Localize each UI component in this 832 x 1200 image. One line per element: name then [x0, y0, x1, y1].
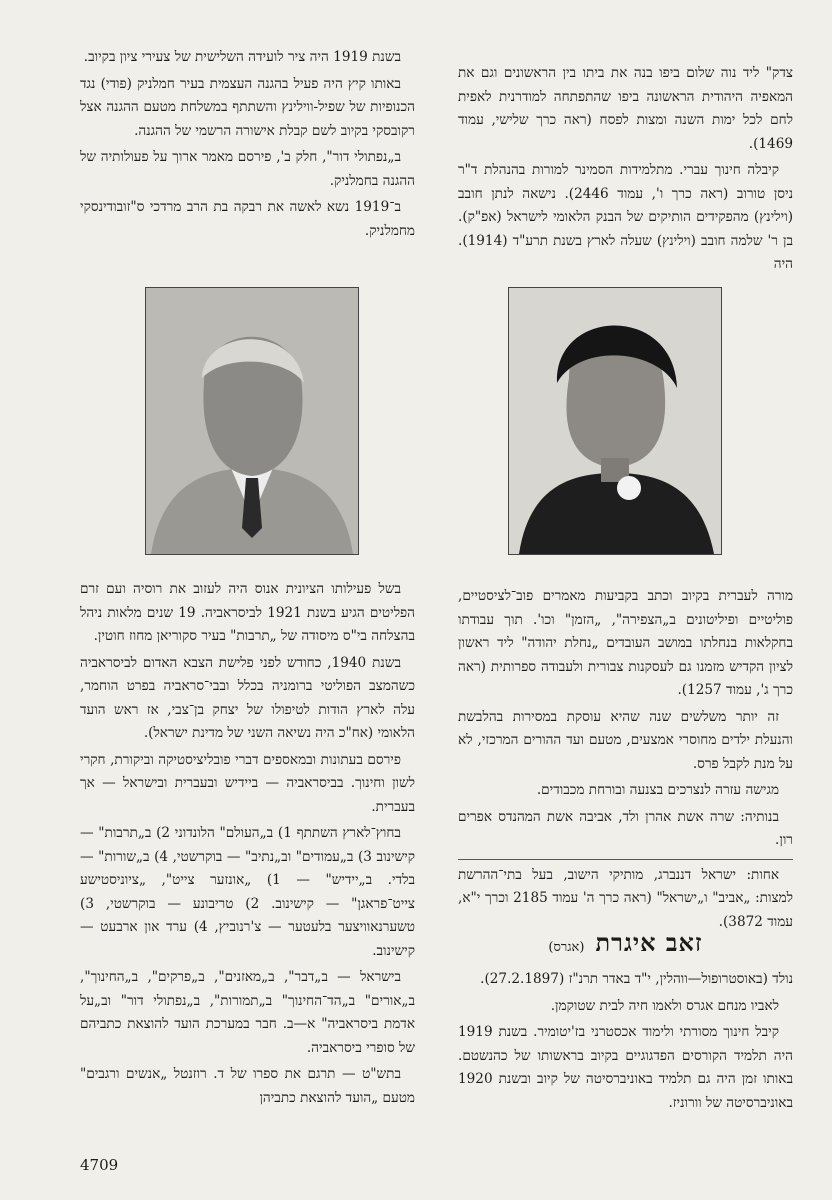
left-column-top [80, 46, 415, 246]
paragraph: בחוץ־לארץ השתתף 1) ב„העולם" הלונדוני 2) ב„תרבות" — קישינוב 3) ב„עמודים" וב„נתיב" — בוקרשטי, 4) ב„שורות" — בלדי. ב„יידיש" — 1) „אונזער צייט", „ציוניסטישע צייט־פראגן" — קישינוב. 2) טריבונע — בוקרשטי, 3) טשערנאוויצער בלעטער — צ'רנוביץ, 4) ערד און ארבעט — קישינוב. [80, 825, 416, 959]
paragraph: קיבלה חינוך עברי. מתלמידות הסמינר למורות בהנהלת ד"ר ניסן טורוב (ראה כרך ו', עמוד 2446). נישאה לנתן חובב (וילינץ) מהפקידים הותיקים של הבנק הלאומי לישראל (אפ"ק). בן ר' שלמה חובב (וילינץ) שעלה לארץ בשנת תרע"ד (1914). היה [458, 162, 794, 272]
paragraph: נולד (באוסטרופול—ווהלין, י"ד באדר תרנ"ז (27.2.1897). [480, 971, 793, 987]
right-column-top [458, 62, 793, 280]
paragraph: בתש"ט — תרגם את ספרו של ד. רוזנטל „אנשים ורגבים" מטעם „הועד להוצאת כתביהן [80, 1066, 415, 1106]
person-name: זאב איגרת [595, 928, 703, 957]
paragraph: בשל פעילותו הציונית אנוס היה לעזוב את רוסיה ועם זרם הפליטים הגיע בשנת 1921 לביסראביה. 19 שנים מלאות ניהל בהצלחה בי"ס מיסודה של „תרבות" בעיר סקוריאן מחוז חוטין. [80, 581, 415, 644]
portrait-woman-photo [508, 287, 722, 555]
left-column-bottom [80, 578, 415, 1113]
paragraph: בשנת 1919 היה ציר לועידה השלישית של צעירי ציון בקיוב. [83, 49, 401, 65]
paragraph: קיבל חינוך מסורתי ולימוד אכסטרני בז'יטומיר. בשנת 1919 היה תלמיד הקורסים הפדגוגיים בקיוב בראשותו של כהנשטם. באותו זמן היה גם תלמיד באוניברסיטה של קיוב ובשנת 1920 באוניברסיטה של וורוניז. [458, 1024, 793, 1111]
paragraph: באותו קיץ היה פעיל בהגנה העצמית בעיר חמלניק (פודי) נגד הכנופיות של שפיל-ווילינץ והשתתף במשלחת מטעם ההגנה אצל רקובסקי בקיוב לשם קבלת אישורה הרשמי של ההגנה. [80, 75, 415, 139]
portrait-man-photo [145, 287, 359, 555]
divider [458, 859, 793, 860]
paragraph: מורה לעברית בקיוב וכתב בקביעות מאמרים פוב־לציסטיים, פוליטיים ופיליטונים ב„הצפירה", „הזמן" וכו'. תוך עבודתו בחקלאות בנחלתו במושב העובדים „נחלת יהודה" ליד ראשון לציון הקדיש מזמנו גם לעסקנות צבורית ולעבודה ספרותית (ראה כרך ג', עמוד 1257). [458, 588, 793, 698]
paragraph: ב־1919 נשא לאשה את רבקה בת הרב מרדכי ס"זובודינסקי מחמלניק. [80, 199, 415, 239]
person-alt-name: (אגרס) [548, 940, 585, 955]
paragraph: לאביו מנחם אגרס ולאמו חיה לבית שטוקמן. [550, 997, 779, 1014]
paragraph: זה יותר משלשים שנה שהיא עוסקת במסירות בהלבשת והנעלת ילדים מחוסרי אמצעים, מטעם ועד ההורים המרכזי, לא על מנת לקבל פרס. [458, 708, 793, 772]
paragraph: בשנת 1940, כחודש לפני פלישת הצבא האדום לביסראביה כשהמצב הפוליטי ברומניה בכלל ובבי־סראביה בפרט הוחמר, עלה לארץ הודות לטיפולו של יצחק בן־צבי, אז ראש הועד הלאומי (אח"כ היה נשיאה השני של מדינת ישראל). [80, 654, 415, 741]
person-heading [458, 928, 793, 958]
biography-column [458, 968, 793, 1118]
paragraph: בישראל — ב„דבר", ב„מאזנים", ב„פרקים", ב„החינוך", ב„אורים" ב„הד־החינוך" ב„תמורות", ב„נפתולי דור" וב„על אדמת ביסראביה" א—ב. חבר במערכת הועד להוצאת כתביהם של סופרי ביסראביה. [80, 969, 415, 1056]
paragraph: אחות: ישראל דננברג, מותיקי הישוב, בעל בתי־ההרשת למצות: „אביב" ו„ישראל" (ראה כרך ה' עמוד 2185 וכרך י"א, עמוד 3872). [458, 866, 793, 930]
right-column-bottom [458, 585, 793, 937]
paragraph: בנותיה: שרה אשת אהרן ולד, אביבה אשת המהנדס אפרים רון. [458, 808, 793, 848]
paragraph: פירסם בעתונות ובמאספים דברי פובליציסטיקה וביקורת, חקרי לשון וחינוך. בביסראביה — ביידיש ובעברית ובישראל — אך בעברית. [80, 751, 415, 815]
paragraph: ב„נפתולי דור", חלק ב', פירסם מאמר ארוך על פעולותיה של ההגנה בחמלניק. [80, 149, 415, 189]
paragraph: מגישה עזרה לנצרכים בצנעה ובורחת מכבודים. [536, 782, 779, 798]
paragraph: צדק" ליד נוה שלום ביפו בנה את ביתו בין הראשונים וגם את המאפיה היהודית הראשונה ביפו שהתפתחה למודרנית לאפית לחם לכל ימות השנה ומצות לפסח (ראה כרך שלישי, עמוד 1469). [458, 65, 793, 152]
page-number: 4709 [80, 1156, 119, 1174]
